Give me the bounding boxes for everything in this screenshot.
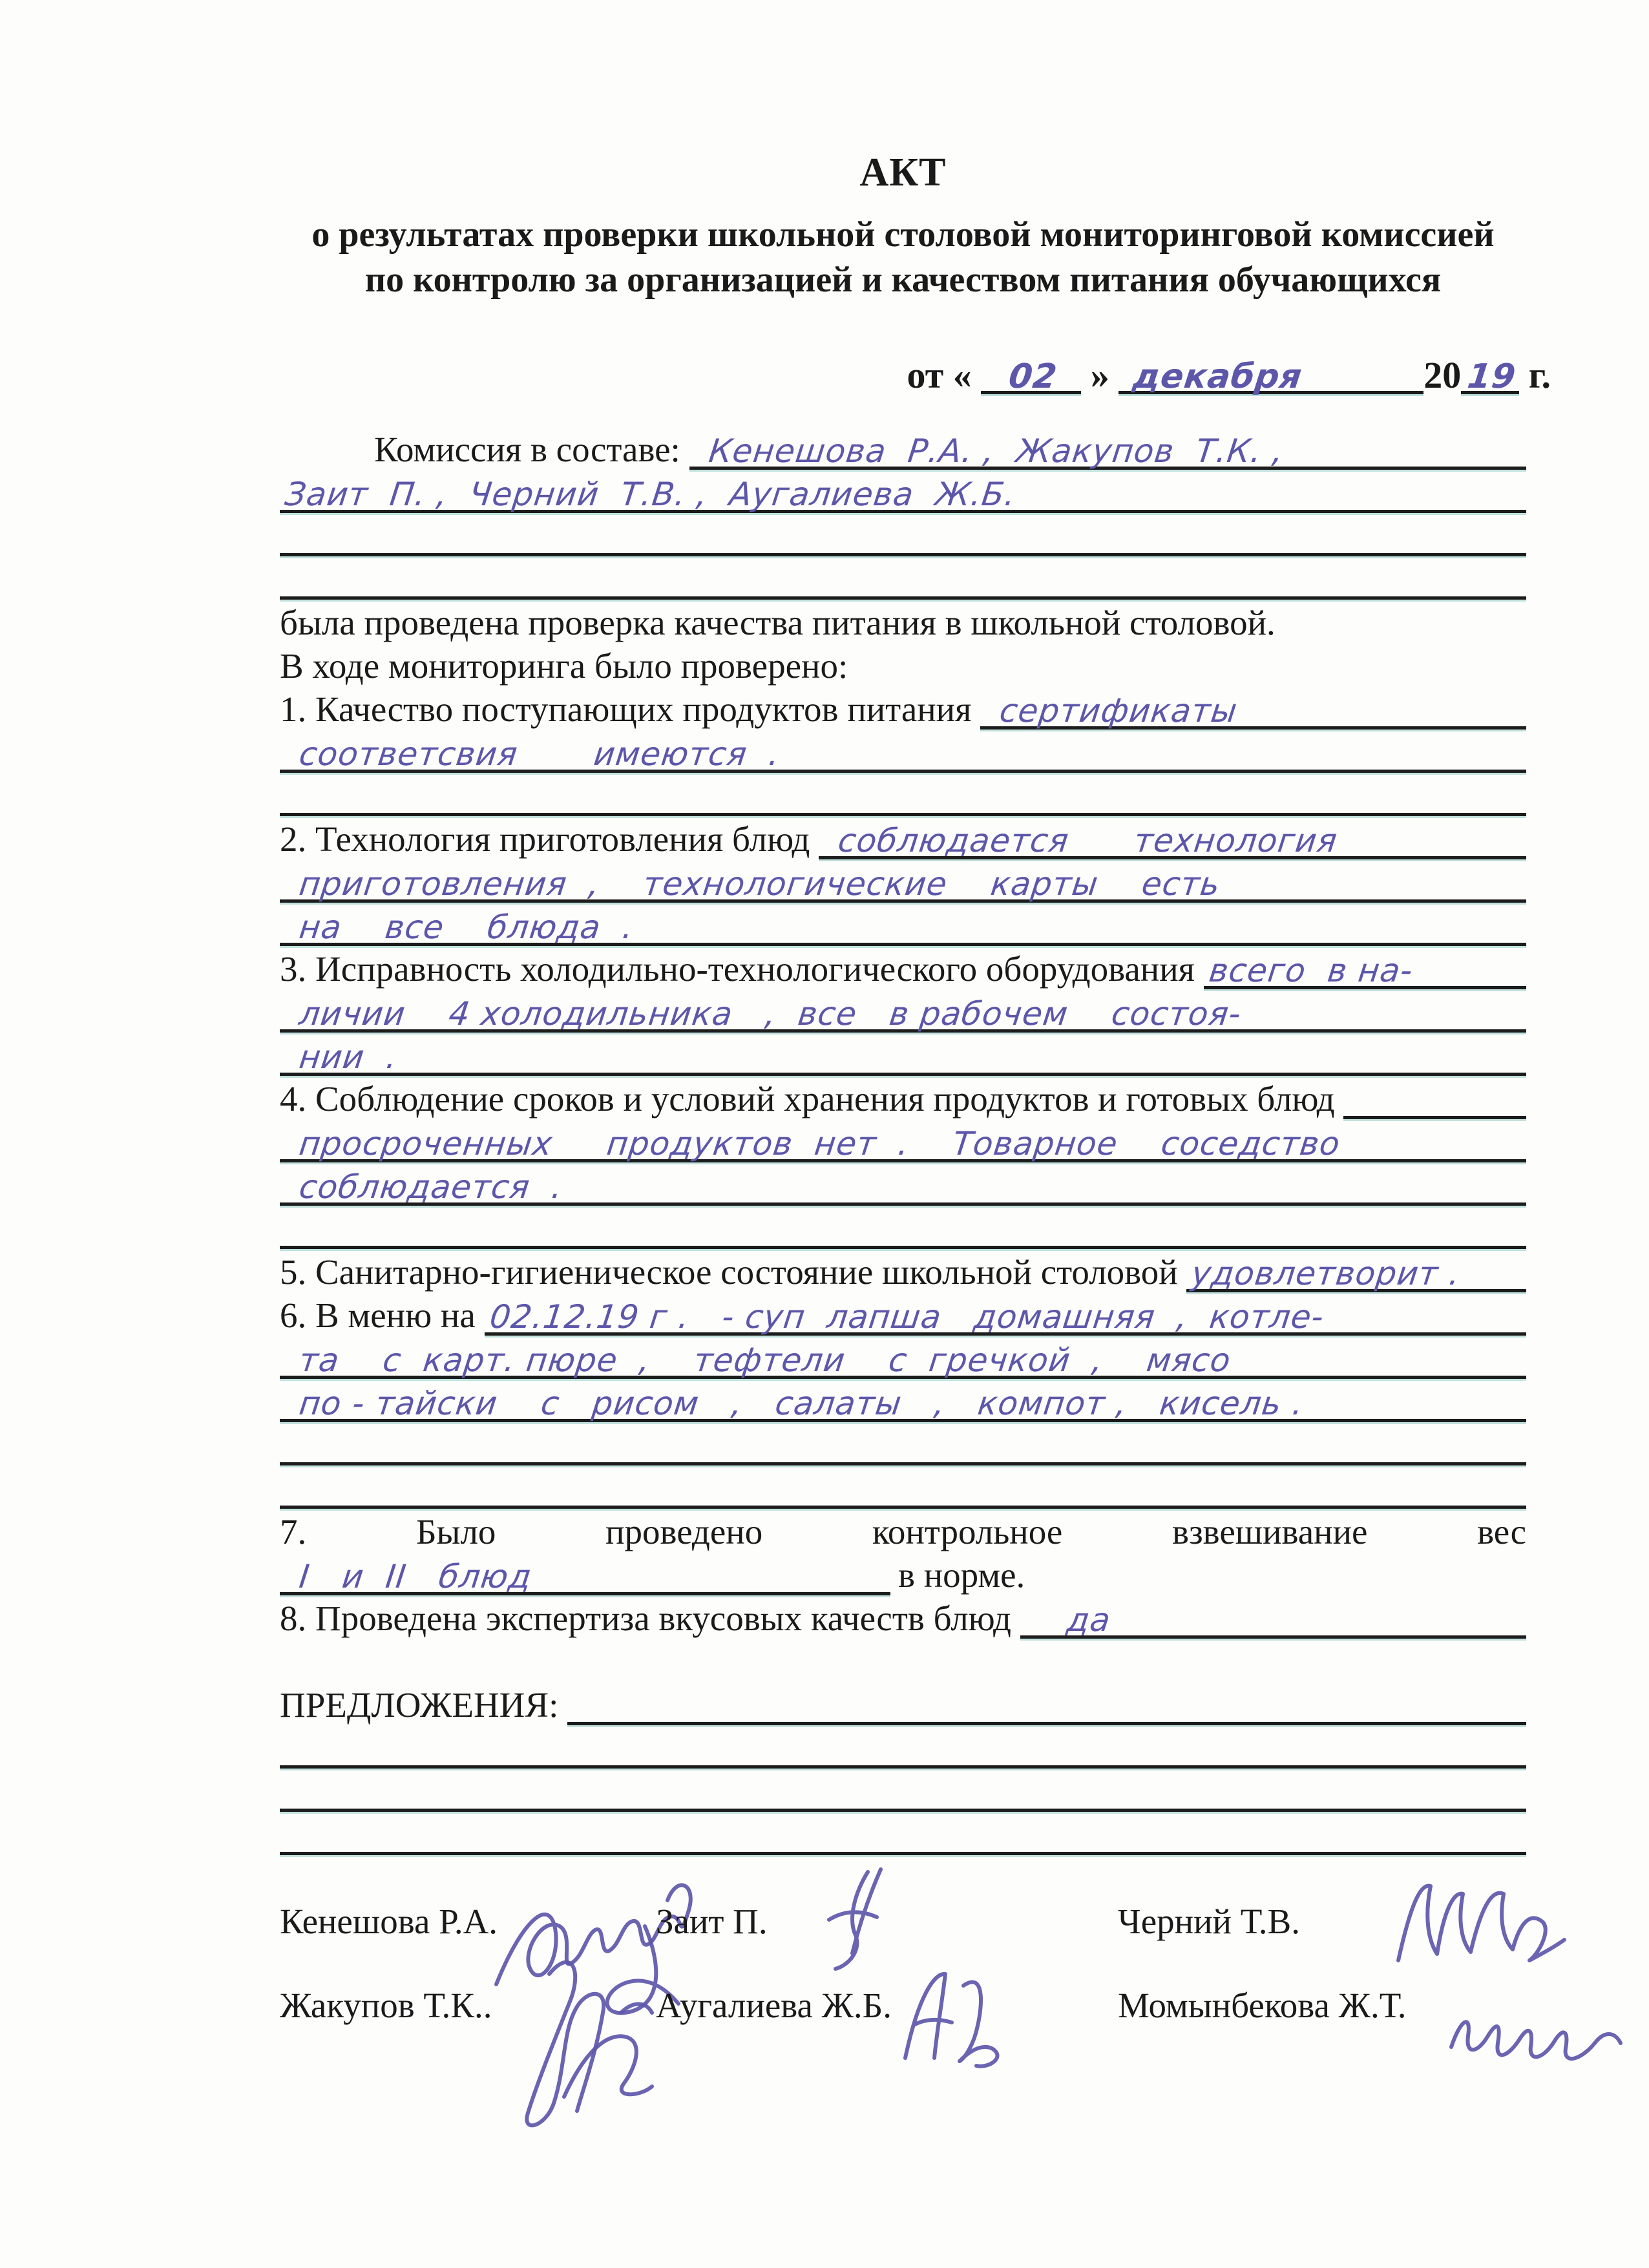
- item4-line2: [280, 1119, 1526, 1162]
- item6-line2: [280, 1336, 1526, 1379]
- item2-line2: [280, 859, 1526, 903]
- item2-handwritten-2: приготовления , технологические карты есть: [297, 865, 1223, 903]
- item4-handwritten-1: просроченных продуктов нет . Товарное соседство: [297, 1125, 1343, 1162]
- date-suffix: г.: [1519, 354, 1551, 396]
- signature-cherniy: [1382, 1854, 1570, 1983]
- commission-line-2: [280, 470, 1526, 513]
- document-content: [280, 0, 1551, 2050]
- item4-field3: [280, 1162, 1526, 1206]
- blank-field: [280, 1809, 1526, 1812]
- document-subtitle-line2: по контролю за организацией и качеством питания обучающихся: [364, 260, 1442, 300]
- signer-name-zhakupov: Жакупов Т.К..: [280, 1986, 492, 2025]
- item1-field1: [980, 686, 1526, 730]
- item7-line1: [280, 1509, 1526, 1552]
- predlozheniya-label: ПРЕДЛОЖЕНИЯ:: [280, 1685, 568, 1725]
- item5-label: 5. Санитарно-гигиеническое состояние школьной столовой: [280, 1252, 1187, 1292]
- item7-word-2: проведено: [605, 1512, 763, 1551]
- item3-handwritten-3: нии .: [297, 1038, 400, 1076]
- item6-field2: [280, 1335, 1526, 1379]
- intro-paragraph-2: В ходе мониторинга было проверено:: [280, 646, 848, 686]
- commission-handwritten-2: Заит П. , Черний Т.В. , Аугалиева Ж.Б.: [282, 476, 1018, 513]
- commission-line-4-empty: [280, 556, 1526, 600]
- item7-word-4: взвешивание: [1171, 1512, 1368, 1551]
- item6-line4-empty: [280, 1422, 1526, 1465]
- item6-handwritten-2: та с карт. пюре , тефтели с гречкой , мясо: [297, 1341, 1234, 1379]
- item3-field2: [280, 989, 1526, 1033]
- signatures-row-2: [280, 1966, 1526, 2050]
- item3-line1: [280, 946, 1526, 989]
- intro-paragraph-1: была проведена проверка качества питания в школьной столовой.: [280, 603, 1276, 642]
- item6-field1: [485, 1292, 1526, 1336]
- item6-line3: [280, 1379, 1526, 1422]
- spacer-line-empty: [280, 1465, 1526, 1509]
- blank-field: [280, 1462, 1526, 1465]
- item2-field2: [280, 859, 1526, 903]
- commission-handwritten-1: Кенешова Р.А. , Жакупов Т.К. ,: [706, 432, 1286, 470]
- signer-name-augalieva: Аугалиева Ж.Б.: [656, 1986, 892, 2025]
- date-year-printed: 20: [1423, 354, 1462, 396]
- item5-line: [280, 1249, 1526, 1292]
- item7-word-1: Было: [415, 1512, 496, 1551]
- blank-field: [280, 596, 1526, 600]
- blank-field: [280, 553, 1526, 556]
- date-year-field: [1461, 348, 1519, 394]
- signatures-row-1: [280, 1882, 1526, 1966]
- item8-line: [280, 1595, 1526, 1639]
- item4-line4-empty: [280, 1206, 1526, 1249]
- date-day-handwritten: 02: [1006, 357, 1060, 396]
- item3-line2: [280, 989, 1526, 1033]
- signature-zhakupov: [488, 1935, 708, 2142]
- signer-name-kenesheva: Кенешова Р.А.: [280, 1902, 498, 1941]
- item2-handwritten-3: на все блюда .: [297, 908, 636, 946]
- item3-field3: [280, 1032, 1526, 1076]
- commission-field-1: [689, 426, 1526, 470]
- item7-field: [280, 1551, 890, 1595]
- date-day-field: [981, 348, 1081, 394]
- item5-handwritten: удовлетворит .: [1190, 1255, 1463, 1292]
- commission-line-3-empty: [280, 513, 1526, 556]
- item7-handwritten: I и II блюд: [297, 1558, 534, 1595]
- item6-line1: [280, 1292, 1526, 1336]
- blank-field: [280, 1506, 1526, 1509]
- item6-handwritten-3: по - тайски с рисом , салаты , компот , кисель .: [297, 1385, 1306, 1422]
- item7-word-number: 7.: [280, 1512, 307, 1551]
- item1-line3-empty: [280, 773, 1526, 816]
- item3-line3: [280, 1033, 1526, 1076]
- commission-field-2: [280, 469, 1526, 513]
- date-line: [280, 349, 1551, 394]
- item2-line1: [280, 816, 1526, 859]
- item1-line1: [280, 686, 1526, 730]
- item3-handwritten-2: личии 4 холодильника , все в рабочем состоя-: [297, 995, 1244, 1033]
- item6-field3: [280, 1378, 1526, 1422]
- item5-field: [1186, 1248, 1526, 1292]
- item3-field1: [1204, 945, 1526, 989]
- item7-word-3: контрольное: [872, 1512, 1063, 1551]
- commission-label: Комиссия в составе:: [374, 430, 689, 469]
- date-prefix: от «: [907, 354, 982, 396]
- item2-line3: [280, 903, 1526, 946]
- item1-label: 1. Качество поступающих продуктов питания: [280, 689, 981, 729]
- document-subtitle-line1: о результатах проверки школьной столовой мониторинговой комиссией: [311, 215, 1495, 255]
- item7-line2: [280, 1552, 1526, 1595]
- item6-handwritten-1: 02.12.19 г . - суп лапша домашняя , котле-: [487, 1298, 1326, 1336]
- signature-augalieva: [879, 1955, 1015, 2077]
- item1-line2: [280, 730, 1526, 773]
- predlozheniya-empty-3: [280, 1812, 1526, 1855]
- date-month-field: [1119, 348, 1423, 394]
- signer-name-momynbekova: Момынбекова Ж.Т.: [1118, 1986, 1407, 2025]
- predlozheniya-field: [567, 1722, 1526, 1725]
- item6-label: 6. В меню на: [280, 1296, 485, 1335]
- predlozheniya-empty-1: [280, 1725, 1526, 1769]
- item4-line1: [280, 1076, 1526, 1119]
- predlozheniya-line: [280, 1682, 1526, 1725]
- item2-label: 2. Технология приготовления блюд: [280, 819, 819, 859]
- blank-field: [280, 1852, 1526, 1855]
- item8-field: [1020, 1595, 1526, 1639]
- signer-name-zait: Заит П.: [656, 1902, 768, 1941]
- document-title: АКТ: [859, 151, 947, 194]
- item2-handwritten-1: соблюдается технология: [836, 822, 1340, 859]
- item3-handwritten-1: всего в на-: [1206, 952, 1415, 989]
- item1-handwritten-1: сертификаты: [998, 692, 1240, 730]
- item2-field1: [819, 815, 1526, 859]
- signature-momynbekova: [1435, 1973, 1635, 2089]
- item4-field2: [280, 1118, 1526, 1162]
- item3-label: 3. Исправность холодильно-технологического оборудования: [280, 949, 1204, 989]
- item1-field2: [280, 729, 1526, 773]
- item4-line3: [280, 1162, 1526, 1206]
- item8-label: 8. Проведена экспертиза вкусовых качеств блюд: [280, 1599, 1020, 1638]
- predlozheniya-empty-2: [280, 1769, 1526, 1812]
- item4-label: 4. Соблюдение сроков и условий хранения продуктов и готовых блюд: [280, 1079, 1344, 1118]
- date-year-handwritten: 19: [1465, 357, 1518, 396]
- date-quote-close: »: [1081, 354, 1119, 396]
- date-month-handwritten: декабря: [1130, 357, 1305, 396]
- blank-field: [280, 1765, 1526, 1769]
- item8-handwritten: да: [1064, 1601, 1113, 1639]
- commission-line-1: [280, 426, 1526, 470]
- item7-word-5: вес: [1477, 1512, 1526, 1551]
- item2-field3: [280, 902, 1526, 946]
- item7-suffix: в норме.: [898, 1555, 1025, 1595]
- signer-name-cherniy: Черний Т.В.: [1118, 1902, 1300, 1941]
- item1-handwritten-2: соответсвия имеются .: [297, 735, 782, 773]
- item4-handwritten-2: соблюдается .: [297, 1168, 565, 1206]
